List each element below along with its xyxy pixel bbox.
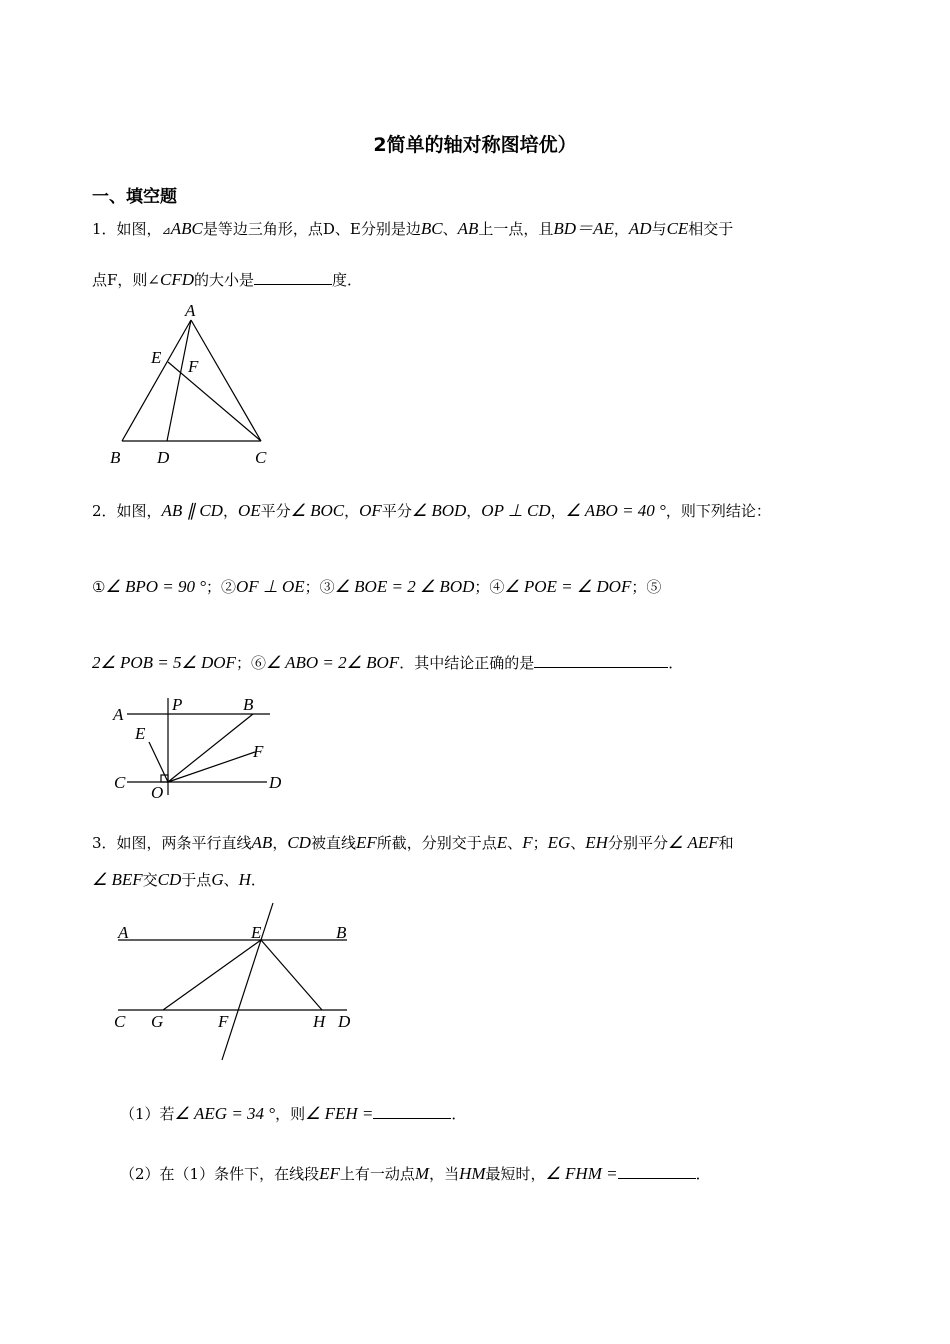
q2-line1-segment: ， <box>466 502 482 520</box>
label-C: C <box>114 1012 126 1031</box>
label-B: B <box>110 448 121 467</box>
label-P: P <box>172 695 183 714</box>
q3-line1-segment: 分别平分 <box>607 834 668 852</box>
q2-line-3: 2∠ POB = 5∠ DOF；⑥∠ ABO = 2∠ BOF．其中结论正确的是 ． <box>92 653 684 672</box>
q3-line1-segment: EH <box>585 833 608 852</box>
q3-line1-segment: 3．如图，两条平行直线 <box>92 834 252 852</box>
q2-line1-segment: ， <box>344 502 360 520</box>
q2-line2-segment: ① <box>92 578 106 596</box>
q3-line2-segment: H <box>238 870 251 889</box>
q2-line-1 <box>92 500 771 522</box>
q3-line2-segment: G <box>211 870 224 889</box>
label-B: B <box>336 923 347 942</box>
q3-line2-segment: ∠ BEF <box>92 870 143 889</box>
q1-figure <box>105 300 285 470</box>
q2-line-2 <box>92 576 661 598</box>
q2-line2-segment: ∠ POE = ∠ DOF <box>504 577 632 596</box>
label-E: E <box>135 724 146 743</box>
answer-blank-q3-1[interactable] <box>373 1102 451 1119</box>
label-E: E <box>151 348 162 367</box>
q2-line2-segment: ∠ BPO = 90 ° <box>105 577 207 596</box>
label-B: B <box>243 695 254 714</box>
q3-line2-segment: 交 <box>142 871 158 889</box>
q3-sub-1: （1）若∠ AEG = 34 °，则∠ FEH = ． <box>120 1104 467 1123</box>
label-D: D <box>338 1012 351 1031</box>
q3-line1-segment: ， <box>272 834 288 852</box>
label-C: C <box>255 448 267 467</box>
q3-line2-segment: CD <box>157 870 182 889</box>
q3-line-2 <box>92 869 266 891</box>
q3-line1-segment: EF <box>355 833 377 852</box>
q2-line2-segment: OF ⊥ OE <box>236 577 305 596</box>
q3-line1-segment: F <box>522 833 533 852</box>
q2-line1-segment: ， <box>550 502 566 520</box>
q3-line1-segment: E <box>496 833 508 852</box>
q3-figure <box>105 900 365 1065</box>
label-D: D <box>157 448 170 467</box>
q3-line2-segment: ． <box>250 871 266 889</box>
q3-line1-segment: 、 <box>570 834 586 852</box>
q3-line1-segment: EG <box>547 833 571 852</box>
q2-line1-segment: ，则下列结论： <box>665 502 771 520</box>
q2-line1-segment: ∠ ABO = 40 ° <box>565 501 666 520</box>
q2-line2-segment: ；④ <box>474 578 505 596</box>
answer-blank-q2[interactable] <box>534 651 668 668</box>
q2-line1-segment: 平分 <box>260 502 291 520</box>
q1-line-2: 点F，则∠CFD的大小是 度． <box>92 270 363 289</box>
q3-line1-segment: CD <box>287 833 311 852</box>
q3-line1-segment: AB <box>251 833 273 852</box>
q2-line1-segment: OF <box>359 501 382 520</box>
section-heading: 一、填空题 <box>92 187 177 207</box>
answer-blank-q3-2[interactable] <box>618 1162 696 1179</box>
q2-line2-segment: ∠ BOE = 2 ∠ BOD <box>334 577 475 596</box>
q3-line1-segment: ； <box>532 834 548 852</box>
q2-line1-segment: 平分 <box>381 502 412 520</box>
q3-line-1 <box>92 832 734 854</box>
q2-line2-segment: ；③ <box>304 578 335 596</box>
q2-line1-segment: ∠ BOD <box>411 501 467 520</box>
page-title: 2简单的轴对称图培优） <box>373 134 577 156</box>
q2-line1-segment: 2．如图， <box>92 502 162 520</box>
q2-line2-segment: ；② <box>206 578 237 596</box>
label-H: H <box>313 1012 326 1031</box>
q3-line1-segment: 被直线 <box>310 834 356 852</box>
label-D: D <box>269 773 282 792</box>
label-A: A <box>118 923 129 942</box>
label-A: A <box>113 705 124 724</box>
label-G: G <box>151 1012 164 1031</box>
answer-blank-q1[interactable] <box>254 268 332 285</box>
label-A: A <box>185 301 196 320</box>
q3-line1-segment: 所截，分别交于点 <box>376 834 497 852</box>
q3-sub-2: （2）在（1）条件下，在线段EF上有一动点M，当HM最短时，∠ FHM = ． <box>120 1164 711 1183</box>
q2-line1-segment: ， <box>222 502 238 520</box>
label-F: F <box>188 357 199 376</box>
q2-line1-segment: OE <box>237 501 261 520</box>
q3-line1-segment: 、 <box>507 834 523 852</box>
label-C: C <box>114 773 126 792</box>
q3-line1-segment: 和 <box>718 834 734 852</box>
label-F: F <box>253 742 264 761</box>
q2-line2-segment: ；⑤ <box>631 578 662 596</box>
q2-line1-segment: AB ∥ CD <box>161 501 223 520</box>
q1-line-1: 1．如图，⊿ABC是等边三角形，点D、E分别是边BC、AB上一点，且BD＝AE，AD与CE相交于 <box>92 219 734 238</box>
label-O: O <box>151 783 164 802</box>
q2-figure <box>105 692 295 802</box>
q3-line2-segment: 、 <box>223 871 239 889</box>
q2-line1-segment: OP ⊥ CD <box>481 501 551 520</box>
q3-line2-segment: 于点 <box>181 871 212 889</box>
label-E: E <box>251 923 262 942</box>
label-F: F <box>218 1012 229 1031</box>
q3-line1-segment: ∠ AEF <box>667 833 719 852</box>
q2-line1-segment: ∠ BOC <box>290 501 345 520</box>
